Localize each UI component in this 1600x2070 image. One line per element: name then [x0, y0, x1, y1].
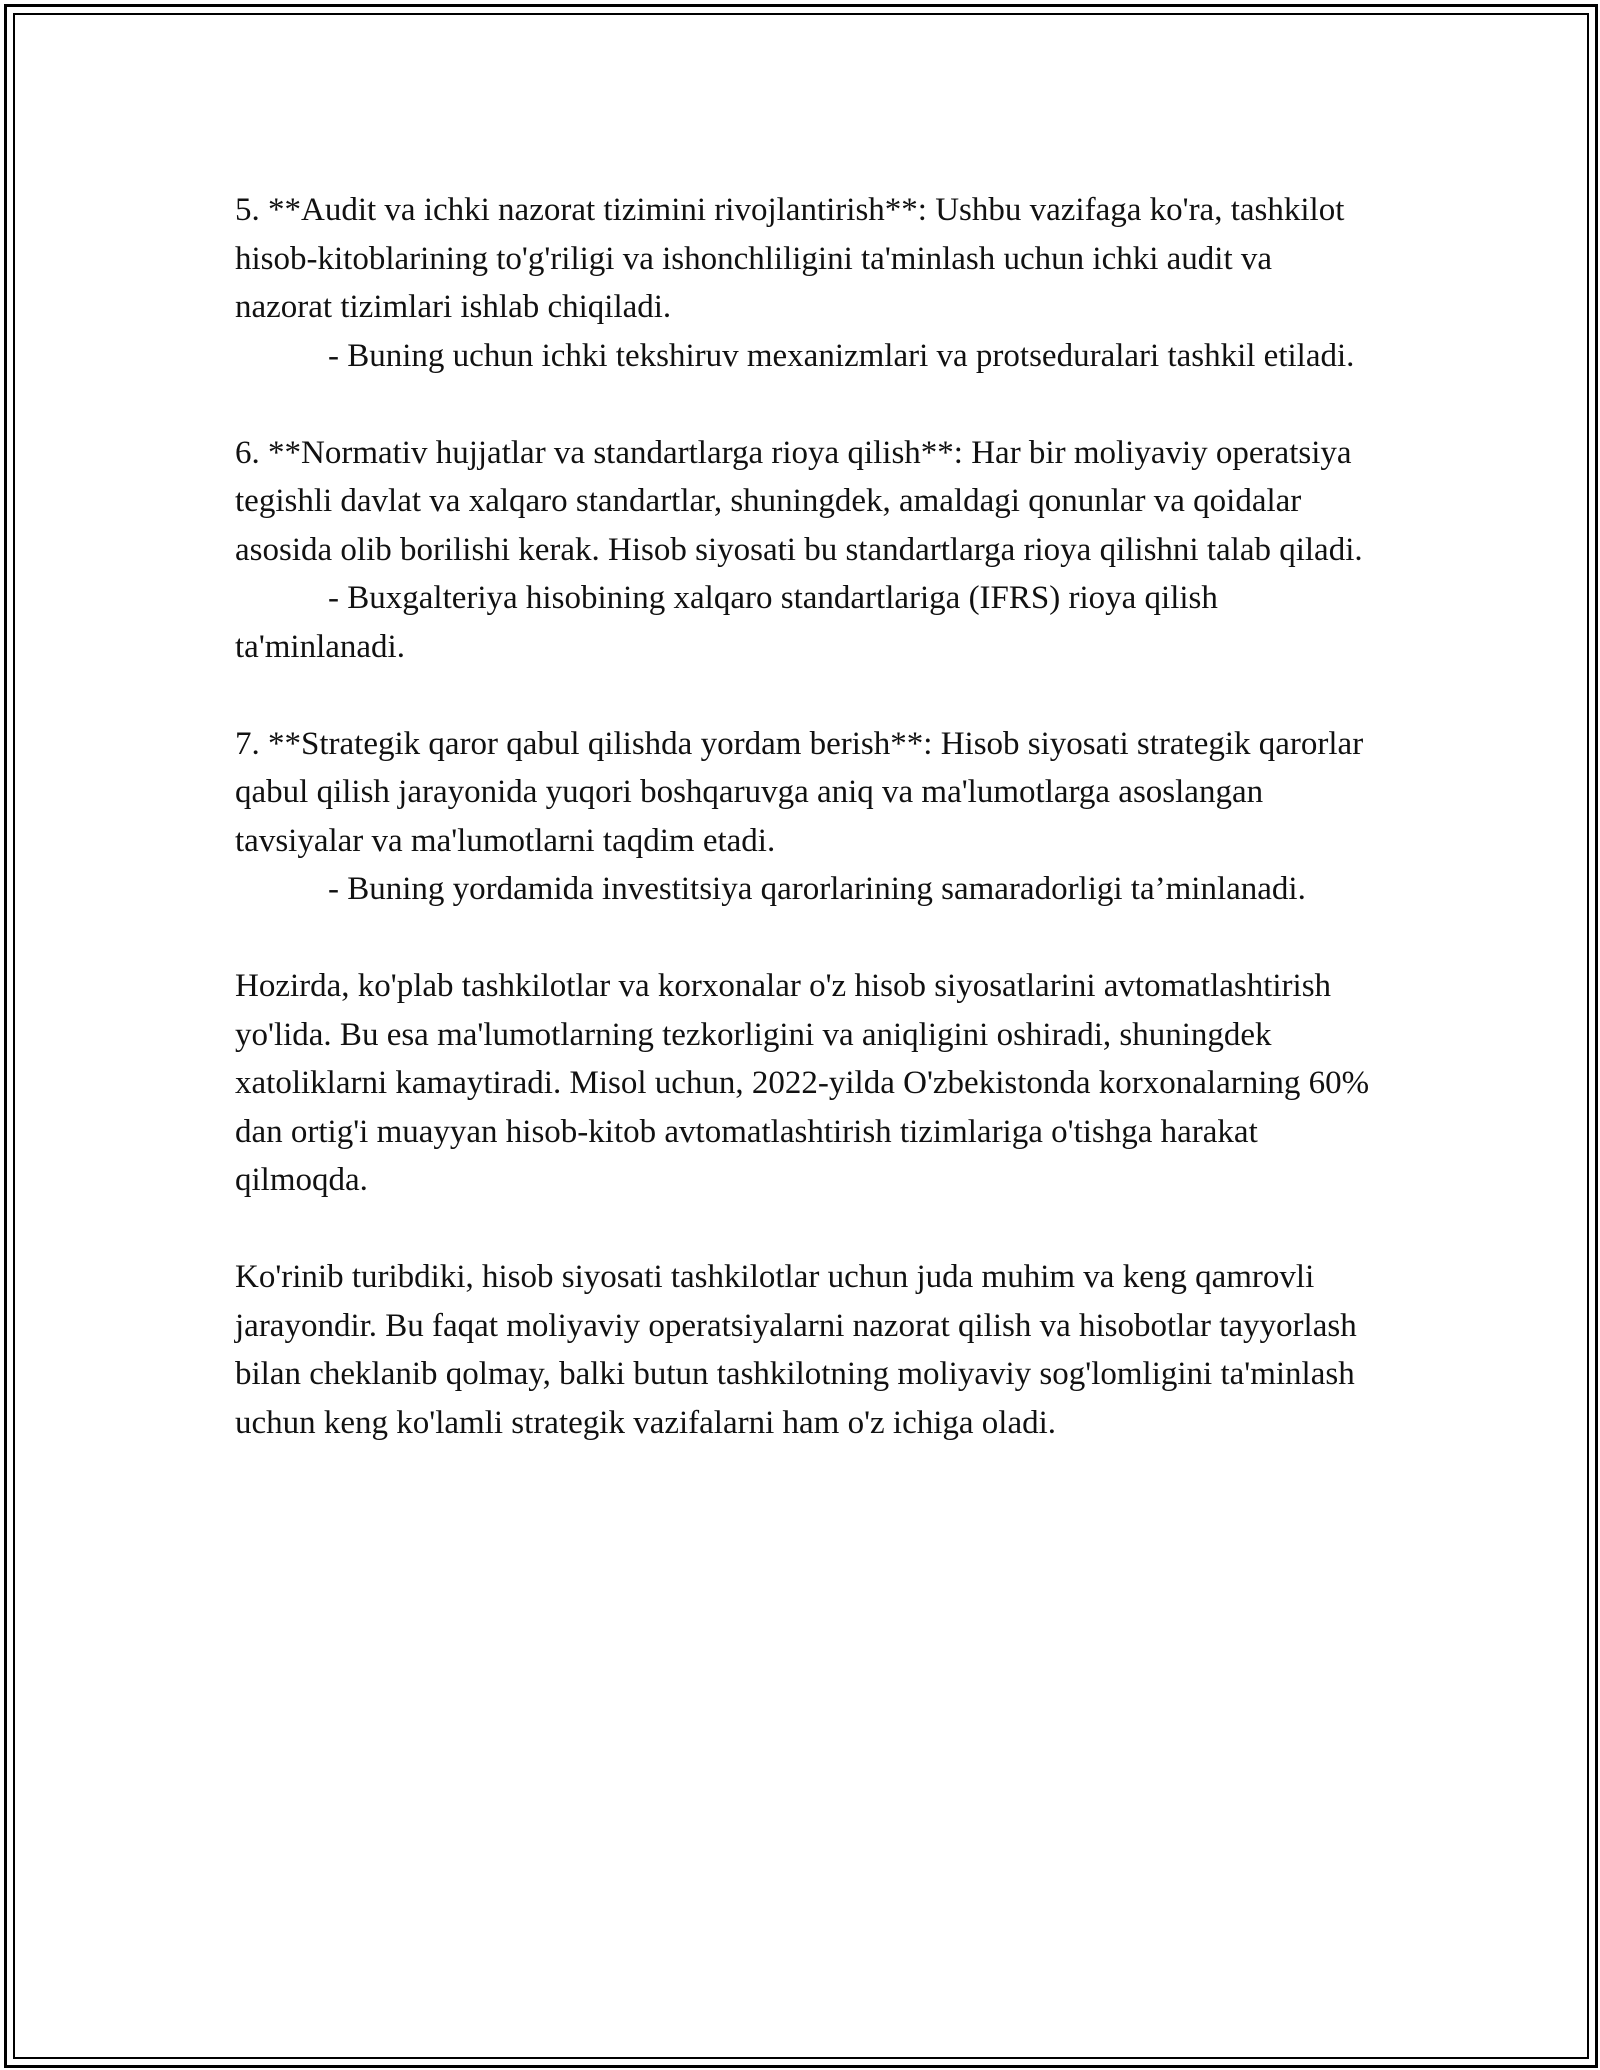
conclusion-paragraph: Ko'rinib turibdiki, hisob siyosati tashkilotlar uchun juda muhim va keng qamrovli jarayondir. Bu faqat moliyaviy operatsiyalarni nazorat qilish va hisobotlar tayyorlash bilan cheklanib qolmay, balki butun tashkilotning moliyaviy sog'lomligini ta'minlash uchun keng ko'lamli strategik vazifalarni ham o'z ichiga oladi. — [235, 1259, 1357, 1441]
paragraph-gap — [235, 380, 1375, 429]
section-7-text: 7. **Strategik qaror qabul qilishda yordam berish**: Hisob siyosati strategik qarorlar qabul qilish jarayonida yuqori boshqaruvga aniq va ma'lumotlarga asoslangan tavsiyalar va ma'lumotlarni taqdim etadi. — [235, 725, 1364, 859]
automation-paragraph: Hozirda, ko'plab tashkilotlar va korxonalar o'z hisob siyosatlarini avtomatlashtirish yo'lida. Bu esa ma'lumotlarning tezkorligini va aniqligini oshiradi, shuningdek xatoliklarni kamaytiradi. Misol uchun, 2022-yilda O'zbekistonda korxonalarning 60% dan ortig'i muayyan hisob-kitob avtomatlashtirish tizimlariga o'tishga harakat qilmoqda. — [235, 968, 1370, 1198]
document-body — [235, 186, 1375, 1447]
paragraph-gap — [235, 671, 1375, 720]
paragraph-gap — [235, 1205, 1375, 1254]
section-5-subpoint: - Buning uchun ichki tekshiruv mexanizmlari va protseduralari tashkil etiladi. — [328, 337, 1355, 374]
section-7-subpoint: - Buning yordamida investitsiya qarorlarining samaradorligi ta’minlanadi. — [328, 871, 1306, 907]
section-5-text: 5. **Audit va ichki nazorat tizimini rivojlantirish**: Ushbu vazifaga ko'ra, tashkilot hisob-kitoblarining to'g'riligi va ishonchliligini ta'minlash uchun ichki audit va nazorat tizimlari ishlab chiqiladi. — [235, 192, 1345, 325]
section-6-subpoint: - Buxgalteriya hisobining xalqaro standartlariga (IFRS) rioya qilish ta'minlanadi. — [235, 580, 1218, 665]
section-6-text: 6. **Normativ hujjatlar va standartlarga rioya qilish**: Har bir moliyaviy operatsiya tegishli davlat va xalqaro standartlar, shuningdek, amaldagi qonunlar va qoidalar asosida olib borilishi kerak. Hisob siyosati bu standartlarga rioya qilishni talab qiladi. — [235, 434, 1363, 568]
paragraph-gap — [235, 914, 1375, 963]
